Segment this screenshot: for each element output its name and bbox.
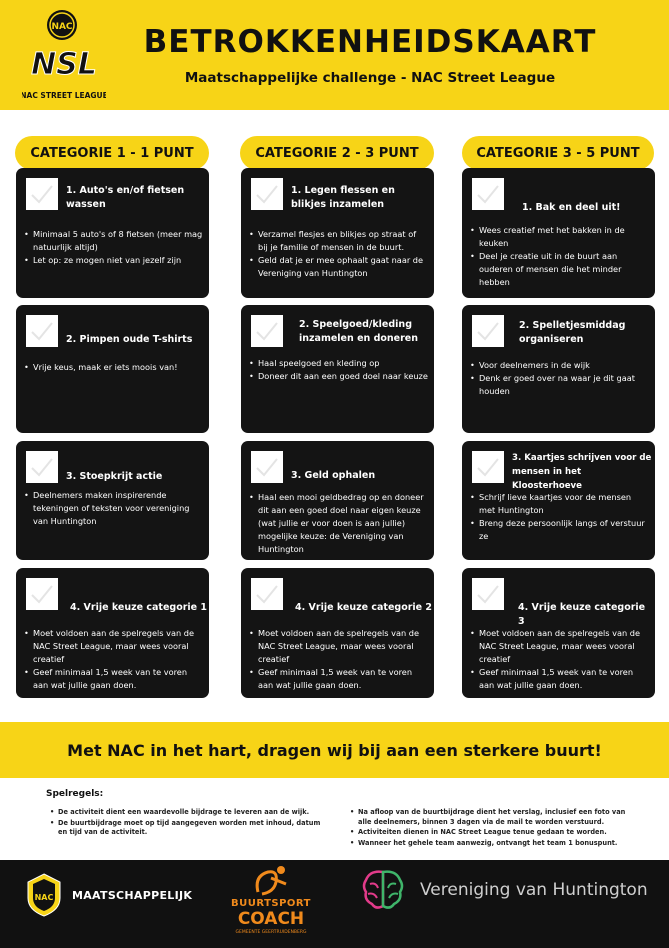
list-item: • Wees creatief met het bakken in de keuken bbox=[468, 224, 649, 250]
activity-title: 2. Pimpen oude T-shirts bbox=[66, 334, 193, 345]
activity-card bbox=[462, 305, 655, 433]
activity-list bbox=[468, 627, 649, 692]
footer-band bbox=[0, 860, 669, 948]
checkbox-icon[interactable] bbox=[251, 315, 283, 347]
nsl-logo bbox=[22, 8, 106, 104]
list-item: • Vrije keus, maak er iets moois van! bbox=[22, 361, 203, 374]
svg-text:NAC: NAC bbox=[34, 893, 54, 902]
checkbox-icon[interactable] bbox=[251, 178, 283, 210]
list-item: • Verzamel flesjes en blikjes op straat of bij je familie of mensen in de buurt. bbox=[247, 228, 428, 254]
coach-label: COACH bbox=[237, 909, 305, 929]
rule-item: • De buurtbijdrage moet op tijd aangegeven worden met inhoud, datum en tijd van de activiteit. bbox=[48, 819, 328, 838]
activity-title: 1. Legen flessen en blikjes inzamelen bbox=[291, 185, 395, 210]
category-1-label: CATEGORIE 1 - 1 PUNT bbox=[15, 136, 209, 170]
buurtsport-figure-icon bbox=[226, 862, 316, 898]
checkbox-icon[interactable] bbox=[251, 451, 283, 483]
list-item: • Geef minimaal 1,5 week van te voren aan wat jullie gaan doen. bbox=[247, 666, 428, 692]
list-item: • Geef minimaal 1,5 week van te voren aan wat jullie gaan doen. bbox=[22, 666, 203, 692]
buurtsport-coach-logo bbox=[226, 862, 316, 942]
list-item: • Moet voldoen aan de spelregels van de NAC Street League, maar wees vooral creatief bbox=[22, 627, 203, 666]
list-item: • Haal speelgoed en kleding op bbox=[247, 357, 428, 370]
checkbox-icon[interactable] bbox=[472, 451, 504, 483]
activity-list bbox=[247, 491, 428, 556]
checkbox-icon[interactable] bbox=[472, 315, 504, 347]
list-item: • Doneer dit aan een goed doel naar keuze bbox=[247, 370, 428, 383]
page-subtitle: Maatschappelijke challenge - NAC Street League bbox=[184, 70, 556, 86]
activity-card bbox=[241, 168, 434, 298]
list-item: • Breng deze persoonlijk langs of verstuur ze bbox=[468, 517, 649, 543]
activity-card bbox=[16, 568, 209, 698]
activity-list bbox=[468, 224, 649, 289]
rules-list-left bbox=[48, 808, 328, 839]
activity-card bbox=[462, 168, 655, 298]
checkbox-icon[interactable] bbox=[26, 451, 58, 483]
activity-title: 3. Geld ophalen bbox=[291, 470, 376, 481]
list-item: • Haal een mooi geldbedrag op en doneer dit aan een goed doel naar eigen keuze (wat jullie er voor doen is aan jullie) mogelijke keuze: de Vereniging van Huntington bbox=[247, 491, 428, 556]
activity-card bbox=[462, 441, 655, 560]
activity-list bbox=[468, 491, 649, 543]
activity-card bbox=[241, 305, 434, 433]
activity-list bbox=[22, 489, 203, 528]
list-item: • Voor deelnemers in de wijk bbox=[468, 359, 649, 372]
activity-title: 3. Kaartjes schrijven voor de mensen in het Kloosterhoeve bbox=[512, 453, 652, 491]
svg-text:NAC: NAC bbox=[51, 22, 73, 32]
activity-card bbox=[16, 305, 209, 433]
checkbox-icon[interactable] bbox=[472, 178, 504, 210]
page-title: BETROKKENHEIDSKAART bbox=[143, 24, 597, 60]
activity-list bbox=[22, 627, 203, 692]
nac-shield-icon bbox=[24, 872, 64, 918]
svg-text:NSL: NSL bbox=[31, 47, 97, 82]
activity-card bbox=[462, 568, 655, 698]
buurtsport-label: BUURTSPORT bbox=[230, 898, 312, 909]
activity-card bbox=[241, 441, 434, 560]
checkbox-icon[interactable] bbox=[26, 178, 58, 210]
gemeente-label: GEMEENTE GEERTRUIDENBERG bbox=[235, 930, 307, 935]
rule-item: • Na afloop van de buurtbijdrage dient het verslag, inclusief een foto van alle deelnemers, binnen 3 dagen via de mail te worden verstuurd. bbox=[348, 808, 638, 827]
activity-card bbox=[241, 568, 434, 698]
list-item: • Deel je creatie uit in de buurt aan ouderen of mensen die het minder hebben bbox=[468, 250, 649, 289]
brain-icon bbox=[360, 868, 406, 912]
vereniging-van-huntington-label: Vereniging van Huntington bbox=[420, 880, 648, 900]
activity-title: 1. Bak en deel uit! bbox=[522, 202, 621, 213]
activity-title: 1. Auto's en/of fietsen wassen bbox=[66, 185, 185, 210]
activity-title: 2. Spelletjesmiddag organiseren bbox=[519, 320, 626, 345]
list-item: • Geld dat je er mee ophaalt gaat naar de Vereniging van Huntington bbox=[247, 254, 428, 280]
activity-card bbox=[16, 441, 209, 560]
list-item: • Moet voldoen aan de spelregels van de NAC Street League, maar wees vooral creatief bbox=[468, 627, 649, 666]
activity-title: 3. Stoepkrijt actie bbox=[66, 471, 163, 482]
activity-card bbox=[16, 168, 209, 298]
maatschappelijk-label: MAATSCHAPPELIJK bbox=[72, 889, 193, 902]
rules-list-right bbox=[348, 808, 638, 849]
list-item: • Minimaal 5 auto's of 8 fietsen (meer mag natuurlijk altijd) bbox=[22, 228, 203, 254]
activity-title: 4. Vrije keuze categorie 3 bbox=[518, 602, 646, 627]
activity-list bbox=[468, 359, 649, 398]
list-item: • Deelnemers maken inspirerende tekeningen of teksten voor vereniging van Huntington bbox=[22, 489, 203, 528]
activity-title: 2. Speelgoed/kleding inzamelen en doneren bbox=[299, 319, 419, 344]
activity-list bbox=[22, 228, 203, 267]
activity-list bbox=[22, 361, 203, 374]
activity-list bbox=[247, 228, 428, 280]
rule-item: • Activiteiten dienen in NAC Street League tenue gedaan te worden. bbox=[348, 828, 638, 838]
activity-list bbox=[247, 627, 428, 692]
category-3-label: CATEGORIE 3 - 5 PUNT bbox=[462, 136, 654, 170]
slogan-banner: Met NAC in het hart, dragen wij bij aan een sterkere buurt! bbox=[0, 722, 669, 778]
checkbox-icon[interactable] bbox=[251, 578, 283, 610]
activity-title: 4. Vrije keuze categorie 1 bbox=[70, 602, 208, 613]
checkbox-icon[interactable] bbox=[26, 315, 58, 347]
list-item: • Denk er goed over na waar je dit gaat houden bbox=[468, 372, 649, 398]
list-item: • Schrijf lieve kaartjes voor de mensen met Huntington bbox=[468, 491, 649, 517]
list-item: • Moet voldoen aan de spelregels van de NAC Street League, maar wees vooral creatief bbox=[247, 627, 428, 666]
activity-title: 4. Vrije keuze categorie 2 bbox=[295, 602, 433, 613]
rules-title: Spelregels: bbox=[46, 789, 104, 799]
svg-text:NAC STREET LEAGUE: NAC STREET LEAGUE bbox=[22, 91, 106, 100]
checkbox-icon[interactable] bbox=[472, 578, 504, 610]
category-2-label: CATEGORIE 2 - 3 PUNT bbox=[240, 136, 434, 170]
list-item: • Geef minimaal 1,5 week van te voren aan wat jullie gaan doen. bbox=[468, 666, 649, 692]
checkbox-icon[interactable] bbox=[26, 578, 58, 610]
rule-item: • De activiteit dient een waardevolle bijdrage te leveren aan de wijk. bbox=[48, 808, 328, 818]
rule-item: • Wanneer het gehele team aanwezig, ontvangt het team 1 bonuspunt. bbox=[348, 839, 638, 849]
list-item: • Let op: ze mogen niet van jezelf zijn bbox=[22, 254, 203, 267]
activity-list bbox=[247, 357, 428, 383]
